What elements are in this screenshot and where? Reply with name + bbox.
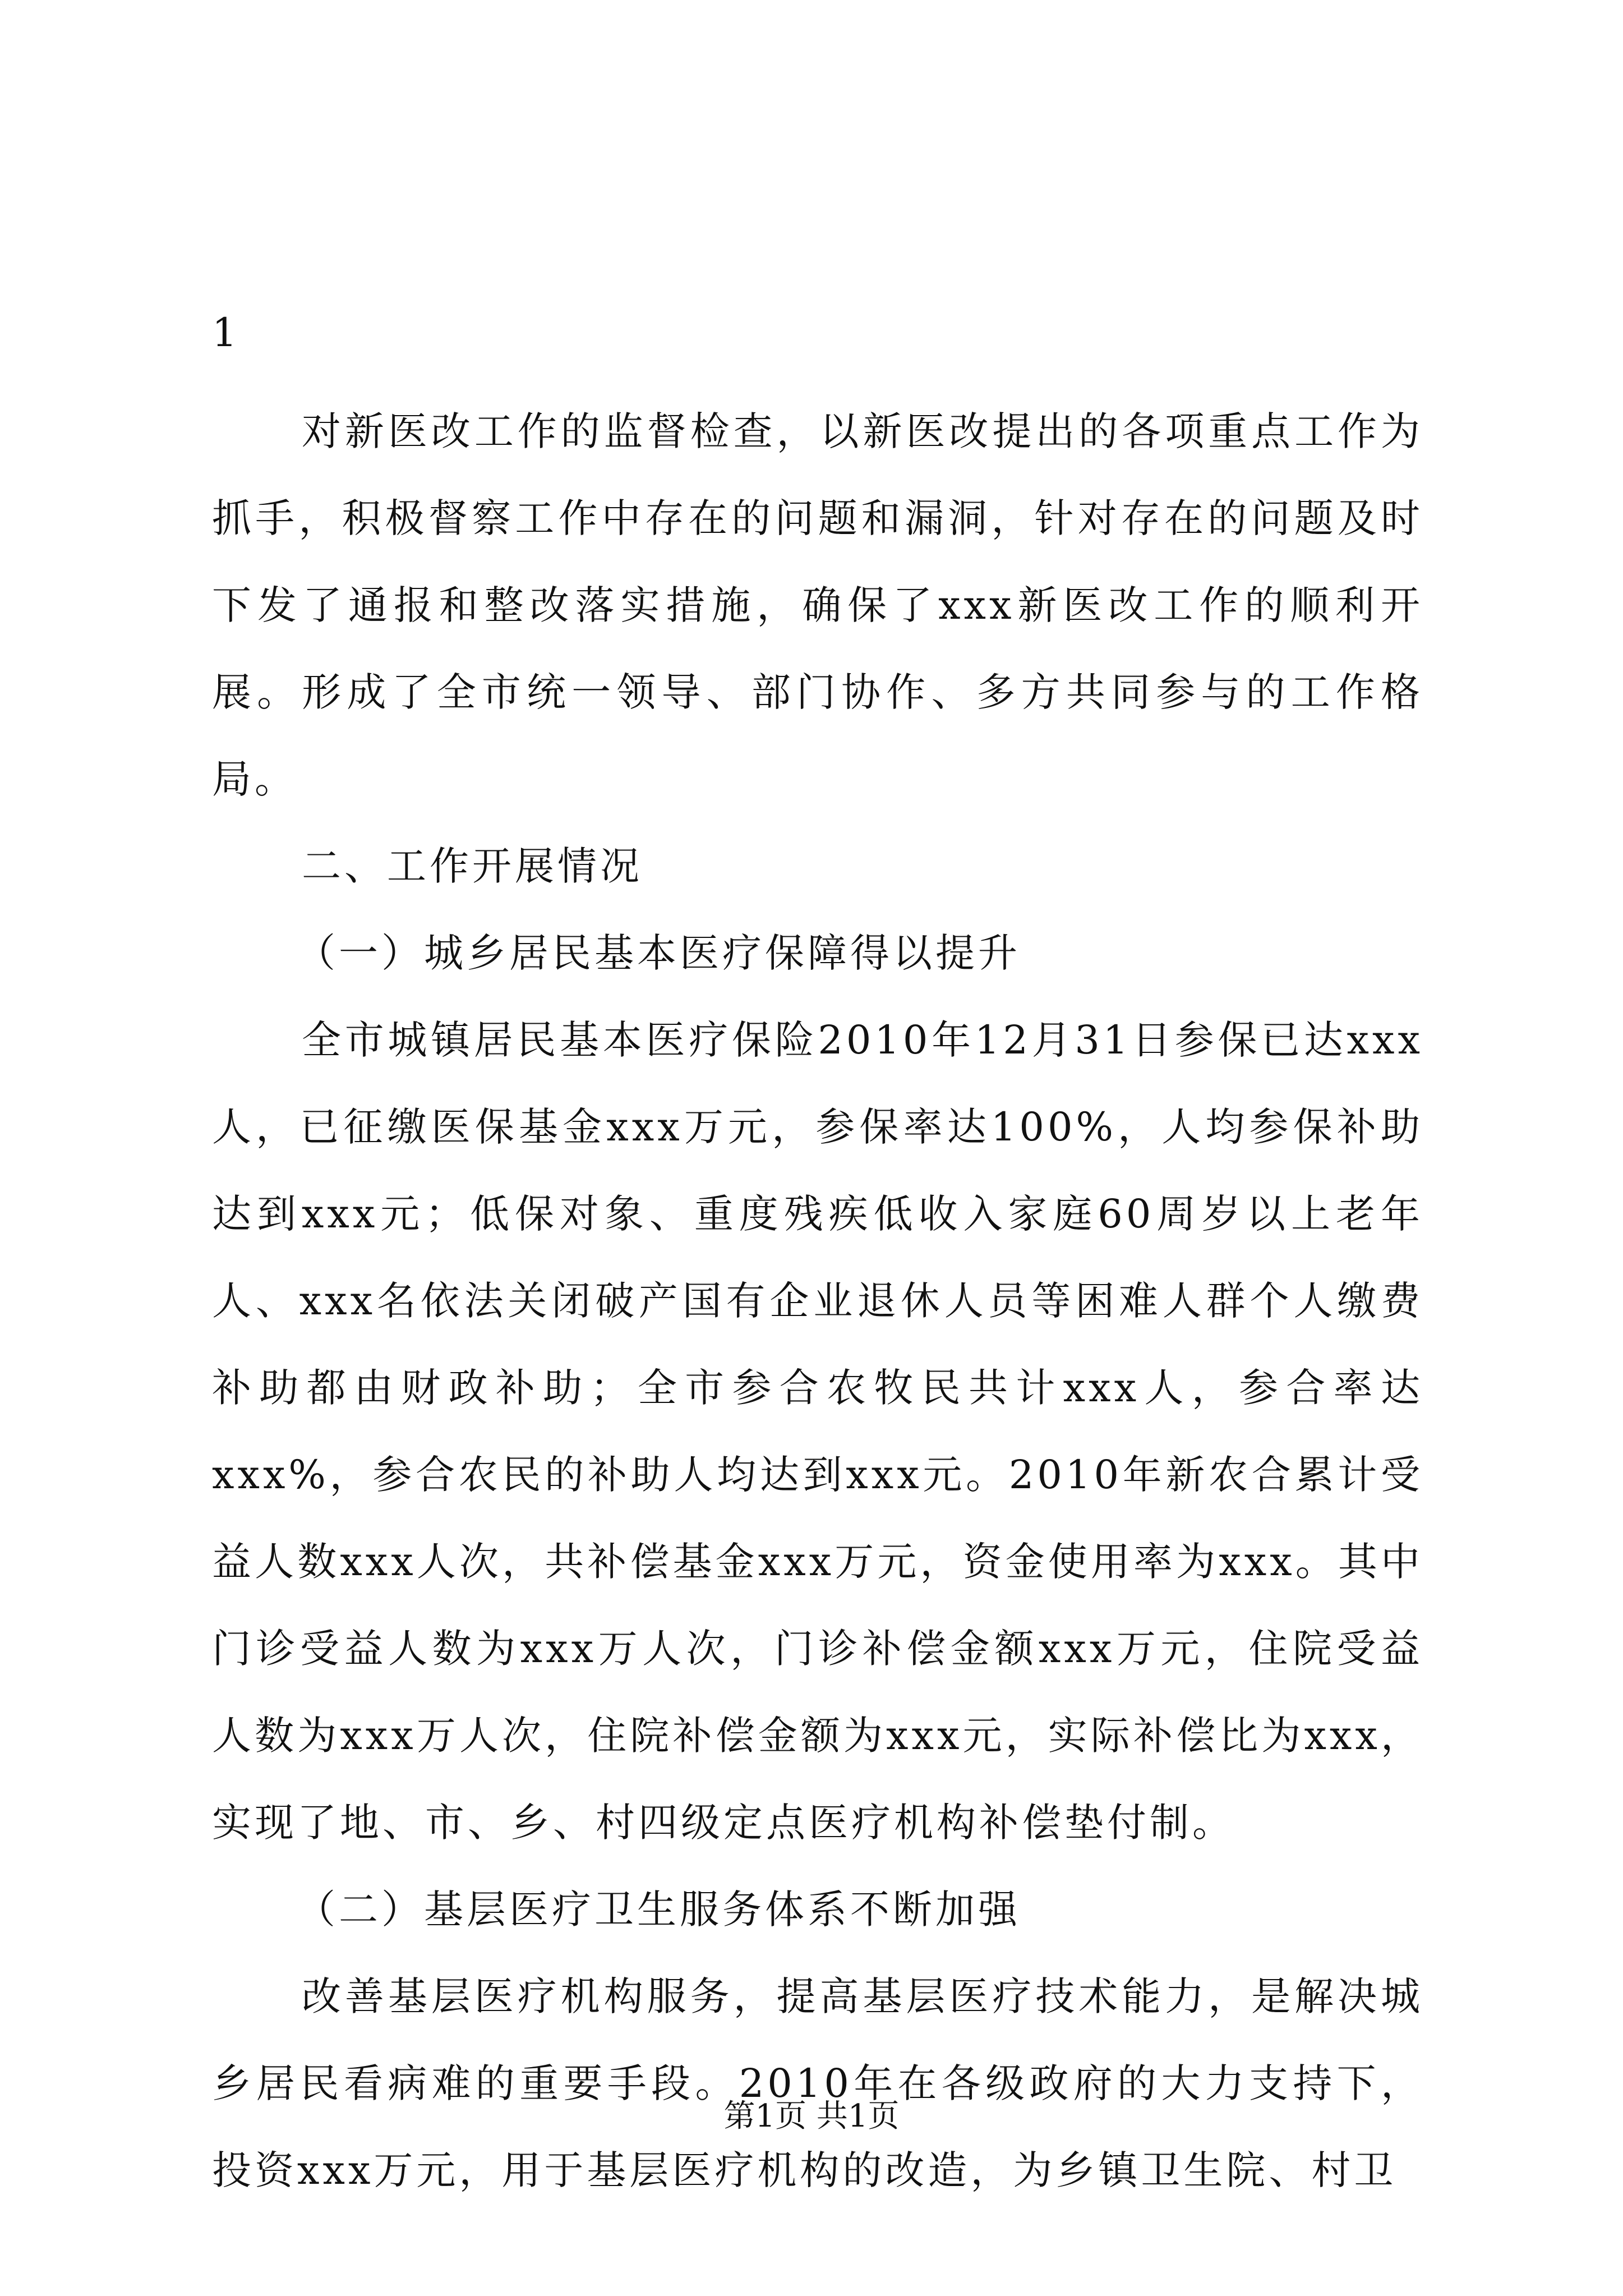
paragraph-intro: 对新医改工作的监督检查，以新医改提出的各项重点工作为抓手，积极督察工作中存在的问题和漏洞，针对存在的问题及时下发了通报和整改落实措施，确保了xxx新医改工作的顺利开展。形成了全市统一领导、部门协作、多方共同参与的工作格局。 [212,408,1423,802]
paragraph-medical-insurance: 全市城镇居民基本医疗保险2010年12月31日参保已达xxx人，已征缴医保基金xxx万元，参保率达100%，人均参保补助达到xxx元；低保对象、重度残疾低收入家庭60周岁以上老年人、xxx名依法关闭破产国有企业退休人员等困难人群个人缴费补助都由财政补助；全市参合农牧民共计xxx人，参合率达xxx%，参合农民的补助人均达到xxx元。2010年新农合累计受益人数xxx人次，共补偿基金xxx万元，资金使用率为xxx。其中门诊受益人数为xxx万人次，门诊补偿金额xxx万元，住院受益人数为xxx万人次，住院补偿金额为xxx元，实际补偿比为xxx，实现了地、市、乡、村四级定点医疗机构补偿垫付制。 [212,1017,1423,1846]
subsection-heading-2: （二）基层医疗卫生服务体系不断加强 [296,1887,1021,1932]
section-heading: 二、工作开展情况 [302,843,643,889]
document-body [212,388,1423,2214]
page-marker: 1 [212,310,237,356]
subsection-heading-1: （一）城乡居民基本医疗保障得以提升 [296,930,1021,976]
paragraph-primary-care: 改善基层医疗机构服务，提高基层医疗技术能力，是解决城乡居民看病难的重要手段。2010年在各级政府的大力支持下，投资xxx万元，用于基层医疗机构的改造，为乡镇卫生院、村卫 [212,1973,1423,2193]
page-footer: 第1页 共1页 [723,2098,900,2134]
